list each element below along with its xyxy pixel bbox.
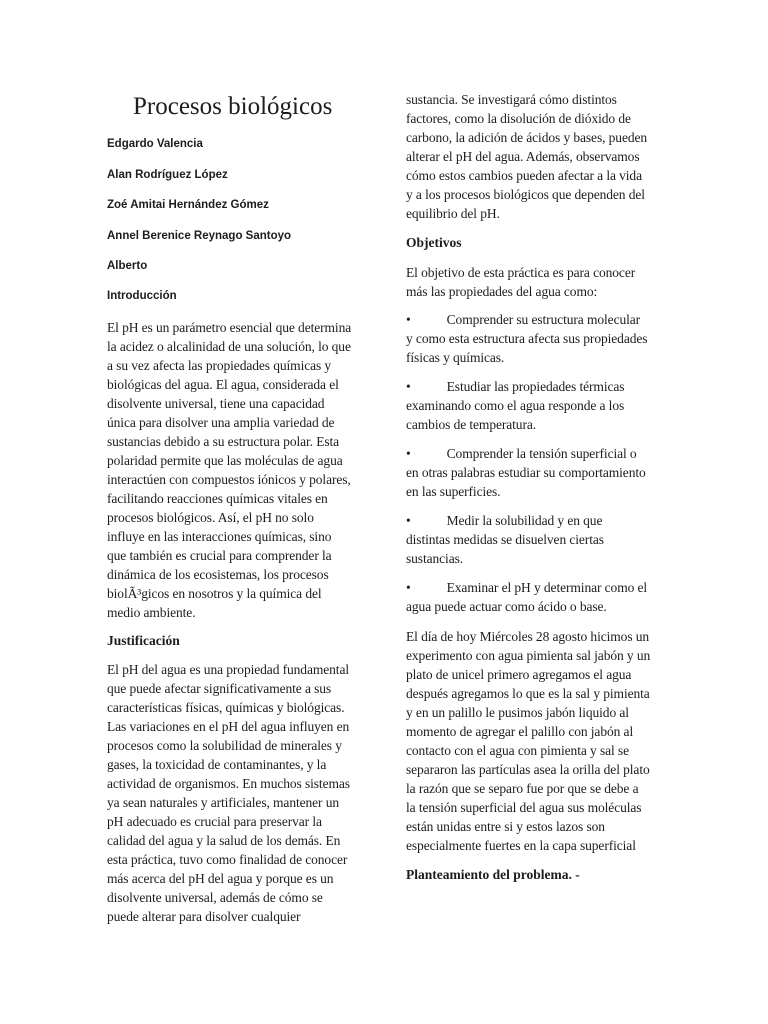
objective-item — [406, 511, 668, 568]
text-line: facilitando reacciones químicas vitales en — [107, 491, 328, 506]
text-line: cambios de temperatura. — [406, 417, 537, 432]
text-line: experimento con agua pimienta sal jabón y un — [406, 648, 651, 663]
text-line: en otras palabras estudiar su comportamiento — [406, 465, 646, 480]
objective-item — [406, 310, 668, 367]
text-line: equilibrio del pH. — [406, 206, 500, 221]
text-line: características físicas, químicas y biológicas. — [107, 700, 345, 715]
bullet-icon: • — [406, 446, 411, 461]
text-line: examinando como el agua responde a los — [406, 398, 625, 413]
justification-heading: Justificación — [107, 633, 180, 648]
text-line: la tensión superficial del agua sus moléculas — [406, 800, 642, 815]
text-line: que también es crucial para comprender la — [107, 548, 332, 563]
introduction-heading: Introducción — [107, 290, 177, 302]
objective-item — [406, 377, 668, 434]
text-line: gases, la toxicidad de contaminantes, y la — [107, 757, 327, 772]
objectives-intro — [406, 263, 668, 301]
text-line: medio ambiente. — [107, 605, 196, 620]
text-line: momento de agregar el palillo con jabón al — [406, 724, 634, 739]
text-line: están unidas entre si y estos lazos son — [406, 819, 605, 834]
text-line: puede alterar para disolver cualquier — [107, 909, 301, 924]
bullet-icon: • — [406, 312, 411, 327]
text-line: sustancias debido a su estructura polar. Esta — [107, 434, 340, 449]
bullet-icon: • — [406, 379, 411, 394]
problem-heading: Planteamiento del problema. - — [406, 867, 580, 882]
text-line: • Examinar el pH y determinar como el — [406, 580, 648, 595]
introduction-paragraph — [107, 318, 369, 622]
text-line: a su vez afecta las propiedades químicas y — [107, 358, 332, 373]
text-line: físicas y químicas. — [406, 350, 505, 365]
text-line: factores, como la disolución de dióxido de — [406, 111, 631, 126]
text-line: única para disolver una amplia variedad de — [107, 415, 335, 430]
text-line: plato de unicel primero agregamos el agua — [406, 667, 632, 682]
text-line: biológicas del agua. El agua, considerada el — [107, 377, 339, 392]
author-name: Alan Rodríguez López — [107, 169, 228, 181]
text-line: especialmente fuertes en la capa superficial — [406, 838, 636, 853]
text-line: • Medir la solubilidad y en que — [406, 513, 603, 528]
text-line: distintas medidas se disuelven ciertas — [406, 532, 604, 547]
text-line: la razón que se separo fue por que se debe a — [406, 781, 639, 796]
bullet-icon: • — [406, 580, 411, 595]
text-line: contacto con el agua con pimienta y sal se — [406, 743, 629, 758]
text-line: • Estudiar las propiedades térmicas — [406, 379, 625, 394]
justification-paragraph — [107, 660, 369, 926]
text-line: procesos biológicos. Así, el pH no solo — [107, 510, 314, 525]
text-line: procesos como la solubilidad de minerales y — [107, 738, 342, 753]
text-line: la acidez o alcalinidad de una solución, lo que — [107, 339, 351, 354]
text-line: influye en las interacciones químicas, sino — [107, 529, 332, 544]
text-line: esta práctica, tuvo como finalidad de conocer — [107, 852, 348, 867]
text-line: y a los procesos biológicos que dependen del — [406, 187, 645, 202]
text-line: después agregamos lo que es la sal y pimienta — [406, 686, 650, 701]
text-line: dinámica de los ecosistemas, los procesos — [107, 567, 329, 582]
text-line: Las variaciones en el pH del agua influyen en — [107, 719, 350, 734]
text-line: más las propiedades del agua como: — [406, 284, 598, 299]
text-line: El objetivo de esta práctica es para conocer — [406, 265, 636, 280]
author-name: Zoé Amitai Hernández Gómez — [107, 199, 269, 211]
text-line: que puede afectar significativamente a sus — [107, 681, 332, 696]
document-title: Procesos biológicos — [133, 93, 333, 120]
text-line: El pH del agua es una propiedad fundamental — [107, 662, 349, 677]
experiment-paragraph — [406, 627, 668, 855]
text-line: sustancias. — [406, 551, 464, 566]
text-line: ya sean naturales y artificiales, mantener un — [107, 795, 340, 810]
text-line: actividad de organismos. En muchos sistemas — [107, 776, 350, 791]
text-line: sustancia. Se investigará cómo distintos — [406, 92, 617, 107]
text-line: cómo estos cambios pueden afectar a la vida — [406, 168, 642, 183]
text-line: disolvente universal, tiene una capacidad — [107, 396, 325, 411]
objective-item — [406, 444, 668, 501]
objective-item — [406, 578, 668, 616]
text-line: biolÃ³gicos en nosotros y la química del — [107, 586, 322, 601]
text-line: y como esta estructura afecta sus propiedades — [406, 331, 648, 346]
text-line: más acerca del pH del agua y porque es un — [107, 871, 334, 886]
author-name: Edgardo Valencia — [107, 138, 203, 150]
text-line: El pH es un parámetro esencial que determina — [107, 320, 352, 335]
text-line: separaron las partículas asea la orilla del plato — [406, 762, 650, 777]
text-line: interactúen con compuestos iónicos y polares, — [107, 472, 351, 487]
text-line: pH adecuado es crucial para preservar la — [107, 814, 322, 829]
text-line: El día de hoy Miércoles 28 agosto hicimos un — [406, 629, 650, 644]
text-line: agua puede actuar como ácido o base. — [406, 599, 607, 614]
text-line: calidad del agua y la salud de los demás. En — [107, 833, 341, 848]
justification-continuation — [406, 90, 668, 223]
text-line: disolvente universal, además de cómo se — [107, 890, 323, 905]
author-name: Alberto — [107, 260, 148, 272]
text-line: carbono, la adición de ácidos y bases, pueden — [406, 130, 648, 145]
text-line: alterar el pH del agua. Además, observamos — [406, 149, 640, 164]
bullet-icon: • — [406, 513, 411, 528]
text-line: en las superficies. — [406, 484, 501, 499]
text-line: y en un palillo le pusimos jabón liquido al — [406, 705, 629, 720]
text-line: • Comprender la tensión superficial o — [406, 446, 637, 461]
text-line: polaridad permite que las moléculas de agua — [107, 453, 343, 468]
author-name: Annel Berenice Reynago Santoyo — [107, 230, 292, 242]
objectives-heading: Objetivos — [406, 235, 462, 250]
text-line: • Comprender su estructura molecular — [406, 312, 641, 327]
